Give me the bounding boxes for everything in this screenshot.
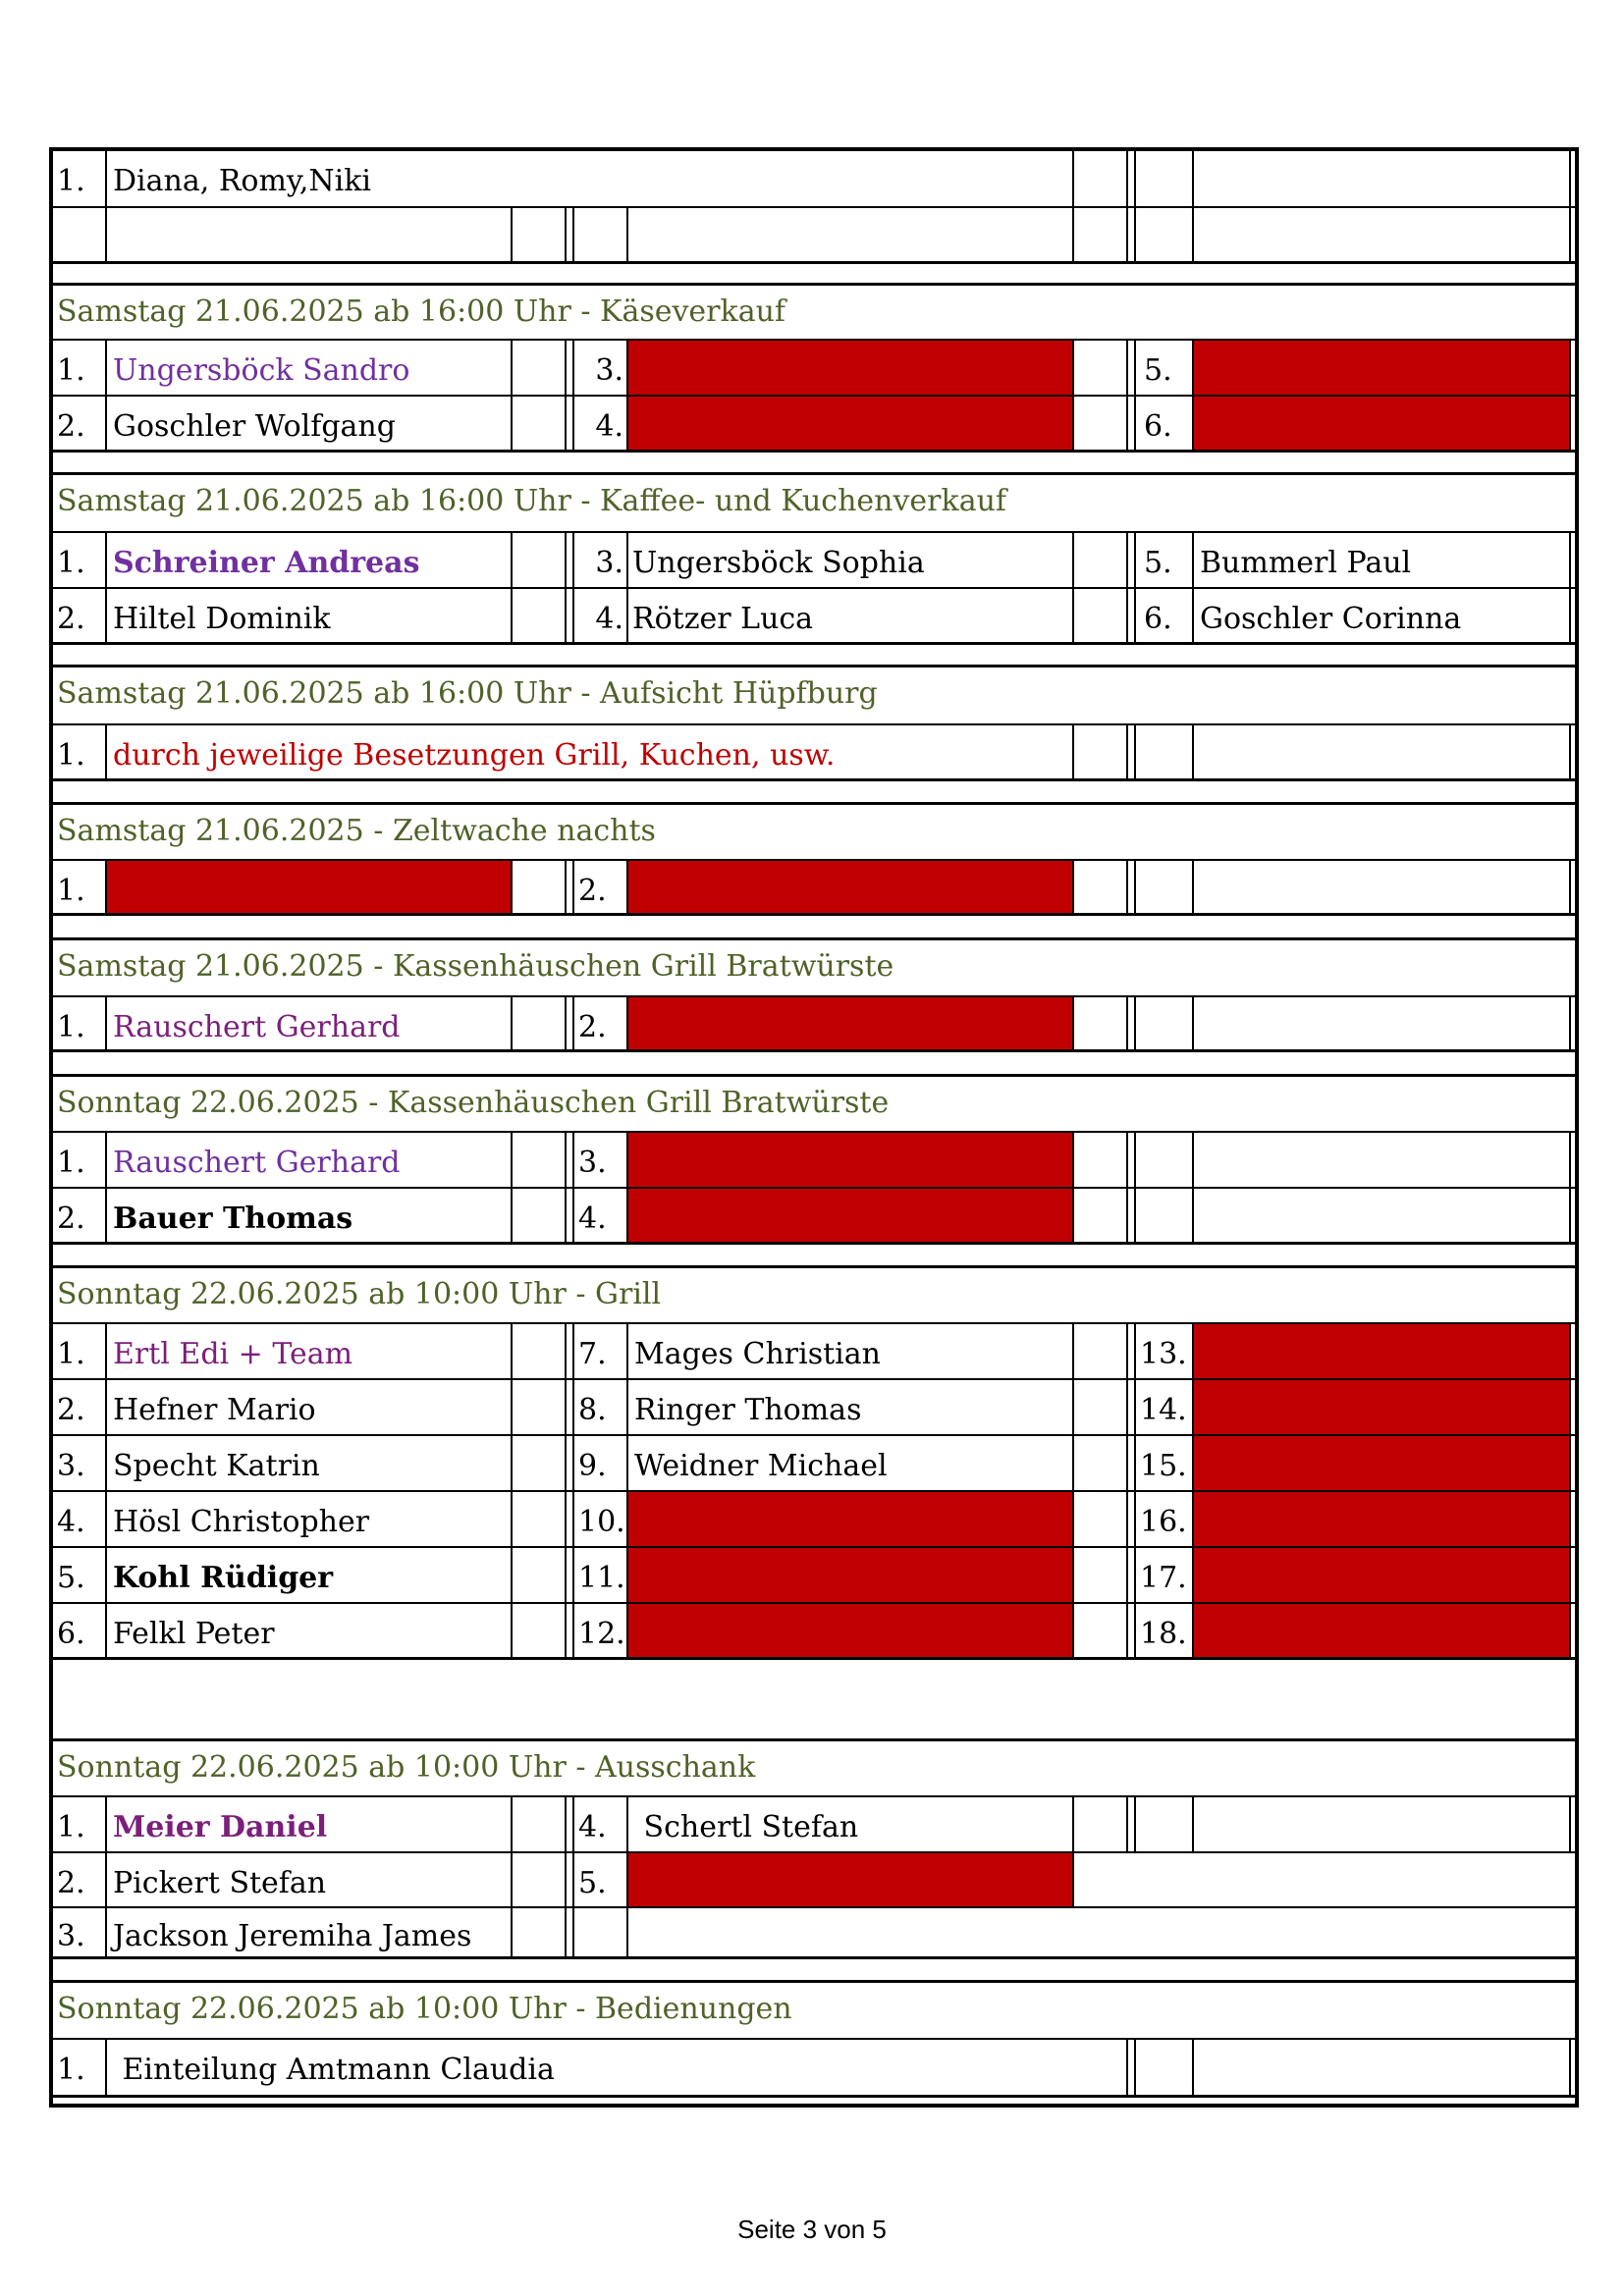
row-number — [574, 1908, 628, 1956]
spacer-row — [53, 1245, 1575, 1268]
row-number: 6. — [1136, 589, 1194, 642]
row-number: 2. — [53, 397, 107, 450]
helper-name: Kohl Rüdiger — [107, 1548, 513, 1602]
spacer-row — [53, 916, 1575, 940]
open-slot — [1194, 1604, 1571, 1657]
open-slot — [628, 341, 1074, 395]
open-slot — [1194, 1548, 1571, 1602]
empty-cell — [513, 533, 567, 587]
empty-cell — [513, 1853, 567, 1906]
row-number: 1. — [53, 533, 107, 587]
spacer-row — [53, 781, 1575, 805]
section-title: Sonntag 22.06.2025 ab 10:00 Uhr - Grill — [57, 1277, 662, 1311]
open-slot — [628, 1133, 1074, 1187]
empty-cell — [1136, 208, 1194, 261]
table-row — [53, 151, 1575, 208]
table-row — [53, 1380, 1575, 1436]
open-slot — [1194, 397, 1571, 450]
row-number: 16. — [1136, 1492, 1194, 1546]
empty-cell — [53, 208, 107, 261]
section-header — [53, 1741, 1575, 1797]
section-header — [53, 475, 1575, 533]
divider-cell — [567, 997, 574, 1049]
row-number: 3. — [574, 533, 628, 587]
helper-name: Rauschert Gerhard — [107, 997, 513, 1049]
empty-cell — [1074, 397, 1128, 450]
helper-name: Bauer Thomas — [107, 1189, 513, 1242]
divider-cell — [1128, 1189, 1136, 1242]
open-slot — [628, 1189, 1074, 1242]
empty-cell — [513, 397, 567, 450]
row-number: 4. — [574, 397, 628, 450]
open-slot — [1194, 341, 1571, 395]
empty-cell — [513, 997, 567, 1049]
divider-cell — [567, 1492, 574, 1546]
row-number: 2. — [574, 861, 628, 913]
open-slot — [628, 997, 1074, 1049]
row-number: 12. — [574, 1604, 628, 1657]
helper-name: Jackson Jeremiha James — [107, 1908, 513, 1956]
helper-name: Pickert Stefan — [107, 1853, 513, 1906]
section-title: Sonntag 22.06.2025 - Kassenhäuschen Grill Bratwürste — [57, 1086, 890, 1120]
table-row — [53, 533, 1575, 589]
empty-cell — [513, 1436, 567, 1490]
helper-name: Ungersböck Sandro — [107, 341, 513, 395]
empty-cell — [1194, 1133, 1571, 1187]
open-slot — [628, 1548, 1074, 1602]
table-row — [53, 1436, 1575, 1492]
divider-cell — [567, 1133, 574, 1187]
empty-cell — [513, 1380, 567, 1434]
empty-cell — [513, 1548, 567, 1602]
table-row — [53, 861, 1575, 916]
helper-names: Diana, Romy,Niki — [107, 151, 1074, 206]
helper-name — [628, 1908, 1571, 1956]
row-number: 5. — [1136, 341, 1194, 395]
row-number: 5. — [574, 1853, 628, 1906]
empty-cell — [1136, 2040, 1194, 2095]
table-row — [53, 1189, 1575, 1245]
row-number: 5. — [53, 1548, 107, 1602]
table-row — [53, 2040, 1575, 2095]
table-row — [53, 997, 1575, 1052]
row-number: 6. — [53, 1604, 107, 1657]
divider-cell — [567, 397, 574, 450]
table-row — [53, 1797, 1575, 1853]
divider-cell — [567, 341, 574, 395]
divider-cell — [1128, 997, 1136, 1049]
open-slot — [628, 861, 1074, 913]
table-row — [53, 725, 1575, 781]
row-number: 1. — [53, 997, 107, 1049]
row-number: 17. — [1136, 1548, 1194, 1602]
divider-cell — [1128, 1797, 1136, 1851]
divider-cell — [567, 1189, 574, 1242]
divider-cell — [1128, 397, 1136, 450]
table-row — [53, 208, 1575, 264]
divider-cell — [567, 589, 574, 642]
divider-cell — [1128, 725, 1136, 778]
section-title: Samstag 21.06.2025 - Zeltwache nachts — [57, 814, 656, 848]
divider-cell — [1128, 208, 1136, 261]
divider-cell — [1128, 533, 1136, 587]
divider-cell — [1128, 341, 1136, 395]
row-number: 8. — [574, 1380, 628, 1434]
empty-cell — [1074, 1324, 1128, 1378]
row-number: 7. — [574, 1324, 628, 1378]
row-number: 1. — [53, 1797, 107, 1851]
helper-name: Hefner Mario — [107, 1380, 513, 1434]
empty-cell — [1074, 341, 1128, 395]
row-number: 2. — [53, 1853, 107, 1906]
empty-cell — [1074, 1436, 1128, 1490]
table-row — [53, 1548, 1575, 1604]
section-header — [53, 805, 1575, 861]
section-title: Samstag 21.06.2025 ab 16:00 Uhr - Kaffee- und Kuchenverkauf — [57, 484, 1007, 518]
empty-cell — [513, 589, 567, 642]
table-row — [53, 1853, 1575, 1908]
divider-cell — [567, 208, 574, 261]
table-row — [53, 1908, 1575, 1959]
empty-cell — [1074, 533, 1128, 587]
divider-cell — [1128, 1604, 1136, 1657]
divider-cell — [1128, 1492, 1136, 1546]
empty-cell — [1194, 1189, 1571, 1242]
open-slot — [1194, 1324, 1571, 1378]
helper-name: Meier Daniel — [107, 1797, 513, 1851]
open-slot — [1194, 1436, 1571, 1490]
section-title: Samstag 21.06.2025 ab 16:00 Uhr - Aufsicht Hüpfburg — [57, 676, 878, 711]
schedule-table — [49, 147, 1579, 2108]
empty-cell — [1074, 1797, 1128, 1851]
helper-name: Ungersböck Sophia — [628, 533, 1074, 587]
section-header — [53, 1077, 1575, 1133]
empty-cell — [1074, 208, 1128, 261]
empty-cell — [1136, 1797, 1194, 1851]
row-number: 3. — [53, 1436, 107, 1490]
row-number: 1. — [53, 2040, 107, 2095]
helper-name: Rötzer Luca — [628, 589, 1074, 642]
empty-cell — [1136, 997, 1194, 1049]
helper-name: Schertl Stefan — [628, 1797, 1074, 1851]
empty-cell — [513, 1908, 567, 1956]
empty-cell — [1074, 1853, 1571, 1906]
empty-cell — [1074, 997, 1128, 1049]
divider-cell — [1128, 1380, 1136, 1434]
empty-cell — [1074, 861, 1128, 913]
row-number: 11. — [574, 1548, 628, 1602]
row-number: 2. — [53, 1189, 107, 1242]
divider-cell — [1128, 861, 1136, 913]
divider-cell — [567, 1548, 574, 1602]
divider-cell — [1128, 1548, 1136, 1602]
helper-name: Specht Katrin — [107, 1436, 513, 1490]
row-number: 13. — [1136, 1324, 1194, 1378]
divider-cell — [567, 1797, 574, 1851]
empty-cell — [513, 861, 567, 913]
row-number: 18. — [1136, 1604, 1194, 1657]
row-number: 2. — [53, 1380, 107, 1434]
helper-name: Hösl Christopher — [107, 1492, 513, 1546]
empty-cell — [513, 1492, 567, 1546]
empty-cell — [513, 1604, 567, 1657]
empty-cell — [628, 208, 1074, 261]
empty-cell — [513, 341, 567, 395]
empty-cell — [1074, 1133, 1128, 1187]
row-number: 1. — [53, 725, 107, 778]
empty-cell — [1194, 208, 1571, 261]
open-slot — [107, 861, 513, 913]
table-row — [53, 1133, 1575, 1189]
row-number: 4. — [574, 589, 628, 642]
open-slot — [628, 397, 1074, 450]
table-row — [53, 589, 1575, 645]
helper-name: Einteilung Amtmann Claudia — [107, 2040, 1128, 2095]
section-header — [53, 1983, 1575, 2040]
helper-name: Mages Christian — [628, 1324, 1074, 1378]
row-number: 5. — [1136, 533, 1194, 587]
divider-cell — [1128, 1324, 1136, 1378]
row-number: 1. — [53, 151, 107, 206]
empty-cell — [1074, 1189, 1128, 1242]
row-number: 6. — [1136, 397, 1194, 450]
divider-cell — [567, 1380, 574, 1434]
row-number: 3. — [574, 1133, 628, 1187]
section-header — [53, 940, 1575, 997]
spacer-row — [53, 1052, 1575, 1077]
empty-cell — [513, 1324, 567, 1378]
empty-cell — [513, 1133, 567, 1187]
spacer-row — [53, 453, 1575, 475]
open-slot — [1194, 1380, 1571, 1434]
row-number: 1. — [53, 1133, 107, 1187]
divider-cell — [567, 1436, 574, 1490]
helper-name: Goschler Corinna — [1194, 589, 1571, 642]
row-number: 10. — [574, 1492, 628, 1546]
section-header — [53, 1268, 1575, 1324]
row-number: 2. — [574, 997, 628, 1049]
empty-cell — [1074, 1380, 1128, 1434]
open-slot — [628, 1853, 1074, 1906]
empty-cell — [1194, 997, 1571, 1049]
open-slot — [1194, 1492, 1571, 1546]
spacer-row — [53, 1959, 1575, 1983]
open-slot — [628, 1492, 1074, 1546]
empty-cell — [1074, 589, 1128, 642]
row-number: 2. — [53, 589, 107, 642]
row-number: 4. — [574, 1797, 628, 1851]
open-slot — [628, 1604, 1074, 1657]
row-number: 15. — [1136, 1436, 1194, 1490]
section-title: Samstag 21.06.2025 - Kassenhäuschen Grill Bratwürste — [57, 949, 894, 984]
spacer-row — [53, 645, 1575, 667]
empty-cell — [1136, 1133, 1194, 1187]
helper-name: Bummerl Paul — [1194, 533, 1571, 587]
empty-cell — [1136, 861, 1194, 913]
helper-note: durch jeweilige Besetzungen Grill, Kuchen, usw. — [107, 725, 1074, 778]
section-title: Sonntag 22.06.2025 ab 10:00 Uhr - Ausschank — [57, 1750, 756, 1785]
empty-cell — [1194, 1797, 1571, 1851]
divider-cell — [567, 1908, 574, 1956]
divider-cell — [567, 533, 574, 587]
empty-cell — [513, 1797, 567, 1851]
row-number: 4. — [574, 1189, 628, 1242]
row-number: 3. — [53, 1908, 107, 1956]
spacer-row — [53, 2095, 1575, 2108]
row-number: 1. — [53, 861, 107, 913]
empty-cell — [574, 208, 628, 261]
empty-cell — [1194, 2040, 1571, 2095]
divider-cell — [1128, 151, 1136, 206]
helper-name: Weidner Michael — [628, 1436, 1074, 1490]
section-header — [53, 286, 1575, 341]
empty-cell — [1074, 151, 1128, 206]
divider-cell — [1128, 1133, 1136, 1187]
divider-cell — [567, 1604, 574, 1657]
empty-cell — [513, 1189, 567, 1242]
empty-cell — [1136, 151, 1194, 206]
divider-cell — [1128, 589, 1136, 642]
empty-cell — [1136, 725, 1194, 778]
section-title: Samstag 21.06.2025 ab 16:00 Uhr - Käseverkauf — [57, 294, 786, 329]
row-number: 9. — [574, 1436, 628, 1490]
empty-cell — [1136, 1189, 1194, 1242]
empty-cell — [1194, 861, 1571, 913]
row-number: 1. — [53, 341, 107, 395]
table-row — [53, 1604, 1575, 1660]
helper-name: Felkl Peter — [107, 1604, 513, 1657]
page-footer: Seite 3 von 5 — [737, 2215, 887, 2244]
empty-cell — [1074, 1492, 1128, 1546]
empty-cell — [1194, 151, 1571, 206]
empty-cell — [1074, 1548, 1128, 1602]
empty-cell — [1074, 725, 1128, 778]
table-row — [53, 1324, 1575, 1380]
helper-name: Hiltel Dominik — [107, 589, 513, 642]
divider-cell — [567, 1324, 574, 1378]
row-number: 14. — [1136, 1380, 1194, 1434]
divider-cell — [567, 861, 574, 913]
section-title: Sonntag 22.06.2025 ab 10:00 Uhr - Bedienungen — [57, 1992, 792, 2026]
helper-name: Rauschert Gerhard — [107, 1133, 513, 1187]
helper-name: Ertl Edi + Team — [107, 1324, 513, 1378]
helper-name: Goschler Wolfgang — [107, 397, 513, 450]
spacer-row — [53, 1660, 1575, 1741]
divider-cell — [1128, 2040, 1136, 2095]
empty-cell — [1074, 1604, 1128, 1657]
spacer-row — [53, 264, 1575, 286]
empty-cell — [107, 208, 513, 261]
empty-cell — [1194, 725, 1571, 778]
table-row — [53, 341, 1575, 397]
table-row — [53, 397, 1575, 453]
helper-name: Schreiner Andreas — [107, 533, 513, 587]
section-header — [53, 667, 1575, 725]
divider-cell — [567, 1853, 574, 1906]
table-row — [53, 1492, 1575, 1548]
helper-name: Ringer Thomas — [628, 1380, 1074, 1434]
row-number: 4. — [53, 1492, 107, 1546]
divider-cell — [1128, 1436, 1136, 1490]
empty-cell — [513, 208, 567, 261]
row-number: 1. — [53, 1324, 107, 1378]
row-number: 3. — [574, 341, 628, 395]
